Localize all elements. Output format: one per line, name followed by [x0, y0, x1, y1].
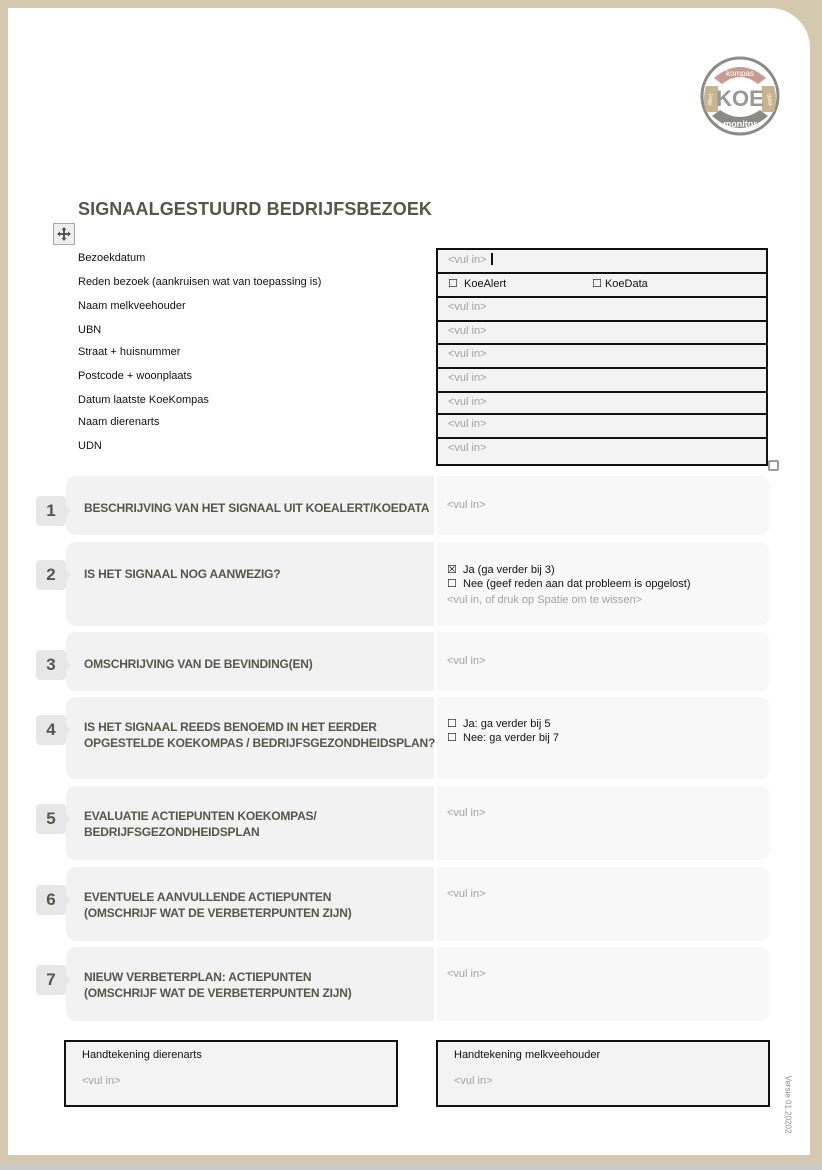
- signature-label: Handtekening dierenarts: [82, 1049, 202, 1061]
- naam-dierenarts-placeholder[interactable]: <vul in>: [448, 418, 487, 430]
- section-answer-options: [447, 717, 559, 745]
- section-answer-panel[interactable]: [437, 786, 770, 860]
- section-answer-field[interactable]: <vul in, of druk op Spatie om te wissen>: [447, 594, 643, 606]
- straat-field[interactable]: [438, 343, 766, 367]
- naam-dierenarts-field[interactable]: [438, 413, 766, 437]
- document-page: [8, 8, 810, 1155]
- section-question: EVALUATIE ACTIEPUNTEN KOEKOMPAS/ BEDRIJFSGEZONDHEIDSPLAN: [84, 809, 317, 839]
- field-label-ubn: UBN: [78, 324, 102, 336]
- bezoekdatum-field[interactable]: [438, 250, 766, 274]
- section-answer-panel[interactable]: [437, 632, 770, 691]
- field-label-straat: Straat + huisnummer: [78, 346, 181, 358]
- section-answer-field[interactable]: <vul in>: [447, 888, 486, 900]
- udn-placeholder[interactable]: <vul in>: [448, 442, 487, 454]
- field-label-naam-dierenarts: Naam dierenarts: [78, 416, 160, 428]
- datum-koekompas-placeholder[interactable]: <vul in>: [448, 396, 487, 408]
- option-ja-checkbox[interactable]: ☒ Ja (ga verder bij 3): [447, 564, 555, 576]
- svg-text:data: data: [765, 93, 773, 107]
- straat-placeholder[interactable]: <vul in>: [448, 348, 487, 360]
- section-answer-options: [447, 563, 690, 607]
- section-answer-field[interactable]: <vul in>: [447, 968, 486, 980]
- section-number-badge: 4: [36, 715, 66, 745]
- signature-melkveehouder-box[interactable]: [436, 1040, 770, 1107]
- signature-dierenarts-field[interactable]: <vul in>: [82, 1075, 121, 1087]
- section-answer-field[interactable]: <vul in>: [447, 655, 486, 667]
- option-ja-checkbox[interactable]: ☐ Ja: ga verder bij 5: [447, 718, 551, 730]
- version-label: Versie 01.20202: [783, 1075, 793, 1134]
- window-bottom-strip: [0, 1163, 822, 1170]
- svg-text:alert: alert: [707, 93, 715, 107]
- section-question-panel: [66, 542, 434, 626]
- section-number-badge: 1: [36, 496, 66, 526]
- svg-text:kompas: kompas: [725, 69, 755, 78]
- naam-melkveehouder-field[interactable]: [438, 296, 766, 320]
- option-nee-checkbox[interactable]: ☐ Nee: ga verder bij 7: [447, 732, 559, 744]
- resize-square-icon[interactable]: [768, 460, 779, 471]
- svg-text:monitor: monitor: [723, 119, 757, 129]
- section-6: [46, 867, 770, 941]
- section-number-badge: 5: [36, 804, 66, 834]
- ubn-field[interactable]: [438, 320, 766, 344]
- section-answer-field[interactable]: <vul in>: [447, 499, 486, 511]
- section-2: [46, 542, 770, 626]
- koedata-checkbox[interactable]: ☐ KoeData: [592, 278, 648, 290]
- section-answer-field[interactable]: <vul in>: [447, 807, 486, 819]
- section-3: [46, 632, 770, 691]
- field-label-reden-bezoek: Reden bezoek (aankruisen wat van toepassing is): [78, 276, 322, 288]
- field-label-postcode: Postcode + woonplaats: [78, 370, 193, 382]
- section-question: EVENTUELE AANVULLENDE ACTIEPUNTEN (OMSCHRIJF WAT DE VERBETERPUNTEN ZIJN): [84, 890, 352, 920]
- visit-details-table: [436, 248, 768, 466]
- koe-monitor-logo-icon: [694, 54, 786, 138]
- section-answer-panel[interactable]: [437, 867, 770, 941]
- section-number-badge: 7: [36, 965, 66, 995]
- section-4: [46, 697, 770, 779]
- section-question: BESCHRIJVING VAN HET SIGNAAL UIT KOEALERT/KOEDATA: [84, 501, 430, 515]
- section-answer-panel[interactable]: [437, 476, 770, 535]
- section-number-badge: 6: [36, 885, 66, 915]
- naam-melkveehouder-placeholder[interactable]: <vul in>: [448, 301, 487, 313]
- svg-text:KOE: KOE: [716, 86, 764, 111]
- section-7: [46, 947, 770, 1021]
- section-question: OMSCHRIJVING VAN DE BEVINDING(EN): [84, 657, 313, 671]
- text-cursor: [491, 253, 493, 265]
- signature-label: Handtekening melkveehouder: [454, 1049, 601, 1061]
- section-5: [46, 786, 770, 860]
- field-label-datum-koekompas: Datum laatste KoeKompas: [78, 394, 209, 406]
- signature-melkveehouder-field[interactable]: <vul in>: [454, 1075, 493, 1087]
- section-1: [46, 476, 770, 535]
- move-arrows-icon[interactable]: [53, 223, 75, 245]
- section-question: NIEUW VERBETERPLAN: ACTIEPUNTEN (OMSCHRIJF WAT DE VERBETERPUNTEN ZIJN): [84, 970, 352, 1000]
- datum-koekompas-field[interactable]: [438, 391, 766, 415]
- section-number-badge: 3: [36, 650, 66, 680]
- postcode-field[interactable]: [438, 367, 766, 391]
- ubn-placeholder[interactable]: <vul in>: [448, 325, 487, 337]
- reden-bezoek-field: [438, 272, 766, 296]
- udn-field[interactable]: [438, 437, 766, 464]
- koealert-checkbox[interactable]: ☐ KoeAlert: [448, 278, 507, 290]
- section-question: IS HET SIGNAAL REEDS BENOEMD IN HET EERDER OPGESTELDE KOEKOMPAS / BEDRIJFSGEZONDHEIDSPLAN?: [84, 720, 436, 750]
- section-question: IS HET SIGNAAL NOG AANWEZIG?: [84, 567, 281, 581]
- bezoekdatum-placeholder[interactable]: <vul in>: [448, 253, 493, 266]
- section-number-badge: 2: [36, 560, 66, 590]
- page-title: SIGNAALGESTUURD BEDRIJFSBEZOEK: [78, 199, 433, 219]
- field-label-naam-melkveehouder: Naam melkveehouder: [78, 300, 186, 312]
- option-nee-checkbox[interactable]: ☐ Nee (geef reden aan dat probleem is opgelost): [447, 578, 691, 590]
- field-label-udn: UDN: [78, 440, 102, 452]
- signature-dierenarts-box[interactable]: [64, 1040, 398, 1107]
- postcode-placeholder[interactable]: <vul in>: [448, 372, 487, 384]
- section-answer-panel[interactable]: [437, 947, 770, 1021]
- field-label-bezoekdatum: Bezoekdatum: [78, 252, 146, 264]
